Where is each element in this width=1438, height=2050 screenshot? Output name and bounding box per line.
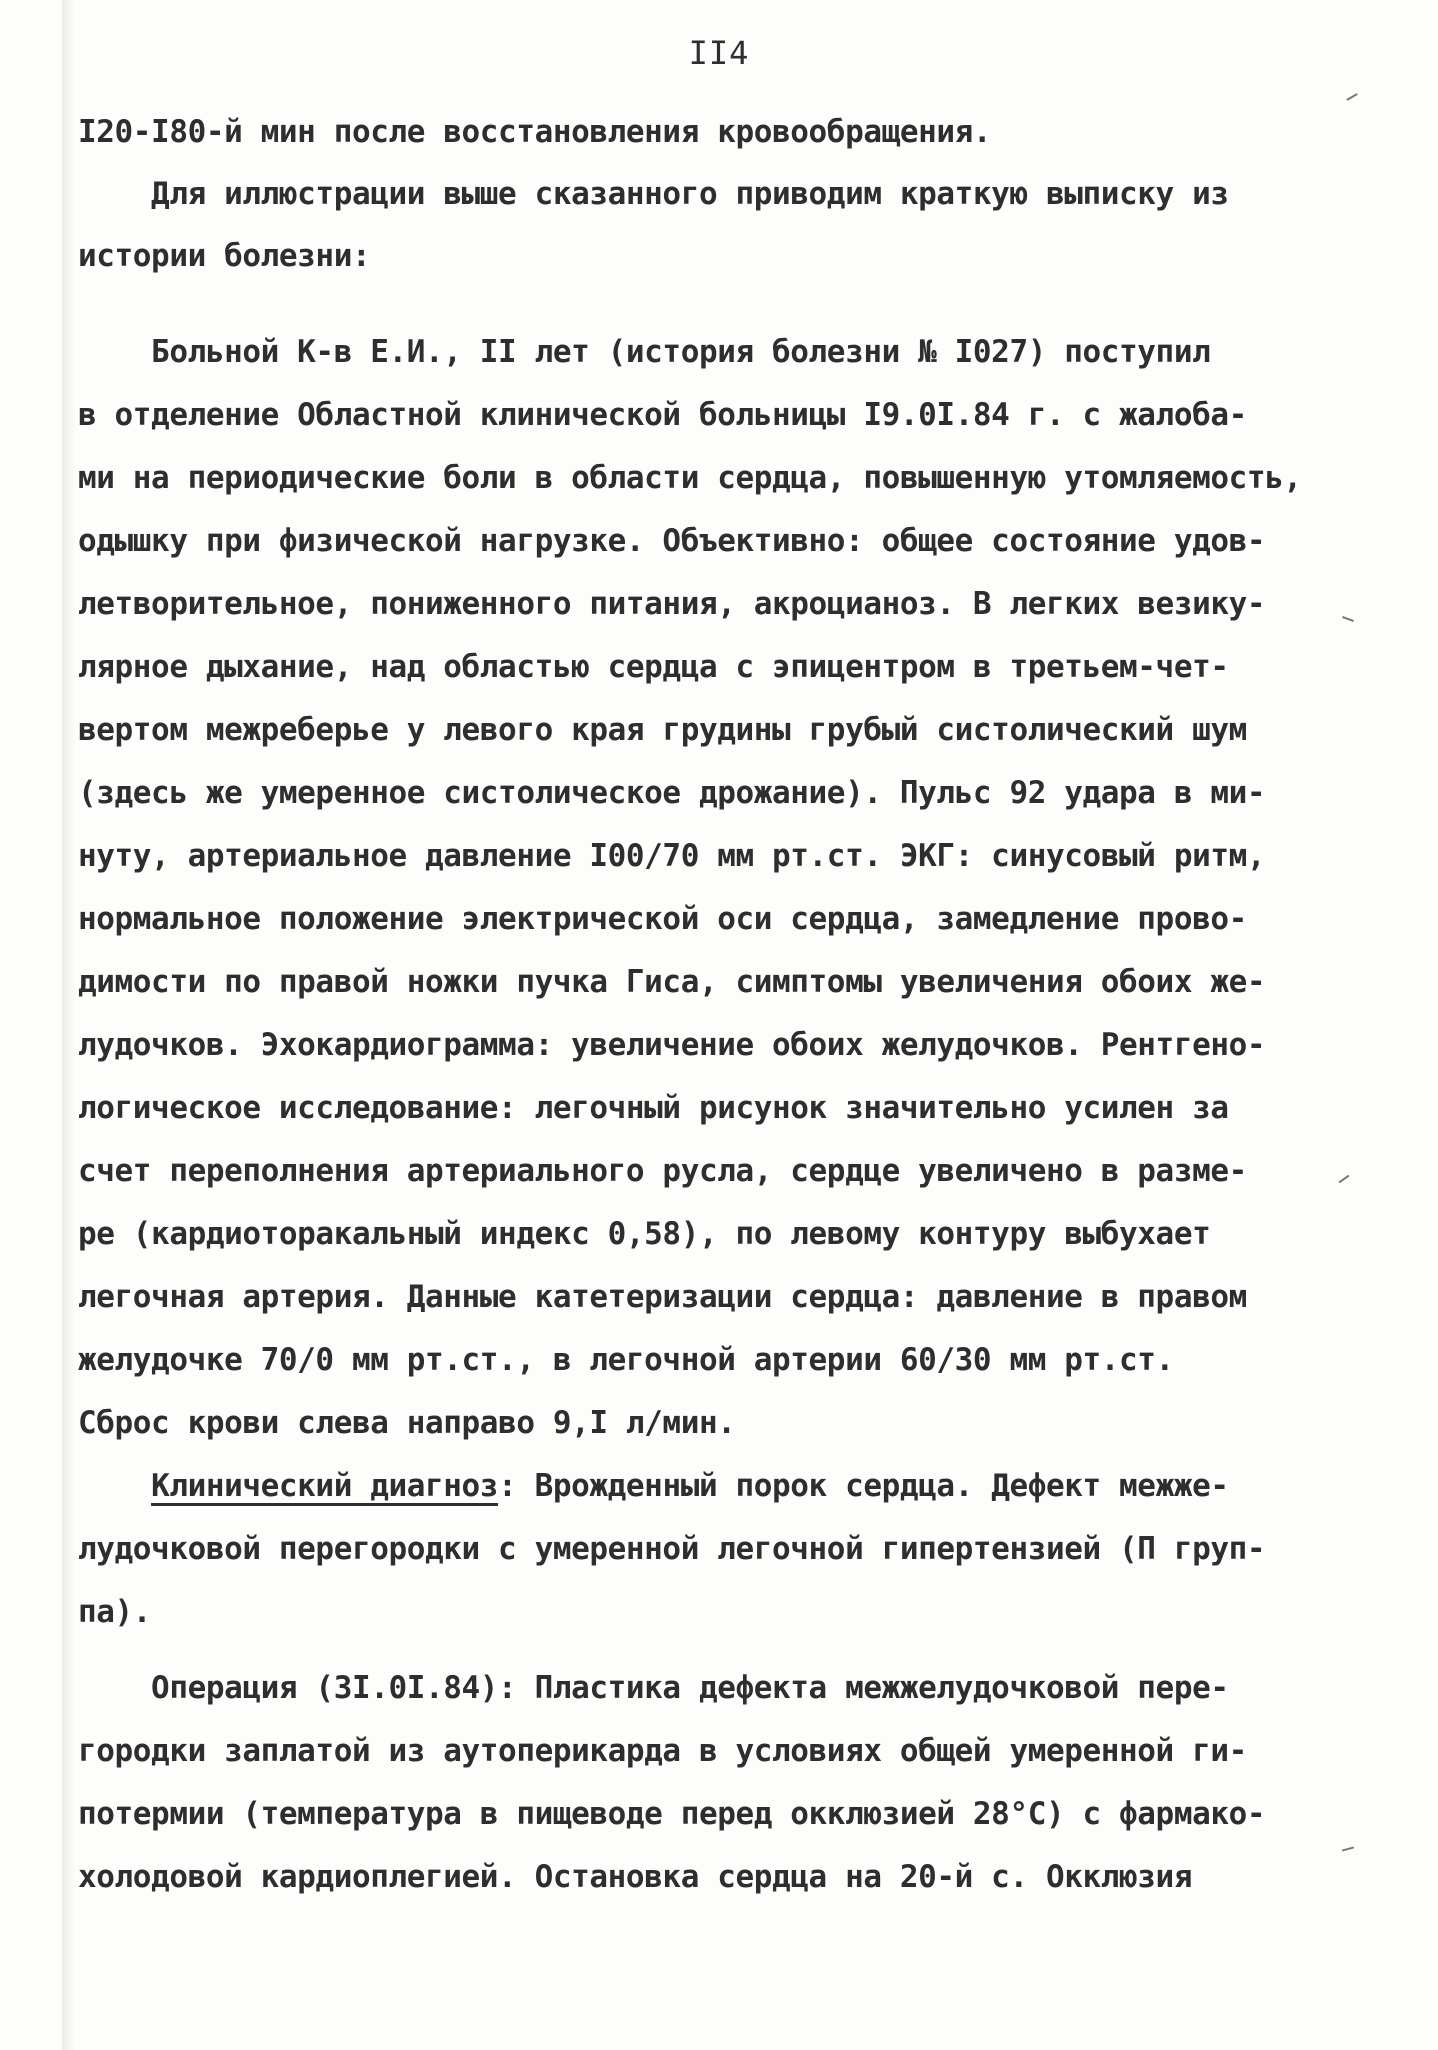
- text-line: Для иллюстрации выше сказанного приводим краткую выписку из: [78, 176, 1229, 212]
- text-line: летворительное, пониженного питания, акроцианоз. В легких везику-: [78, 586, 1266, 622]
- diagnosis-line: [78, 1466, 1229, 1506]
- text-line: Операция (3I.0I.84): Пластика дефекта межжелудочковой пере-: [78, 1670, 1229, 1706]
- text-line: димости по правой ножки пучка Гиса, симптомы увеличения обоих же-: [78, 964, 1266, 1000]
- text-line: счет переполнения артериального русла, сердце увеличено в разме-: [78, 1153, 1247, 1189]
- margin-mark: [1342, 616, 1354, 622]
- text-line: холодовой кардиоплегией. Остановка сердца на 20-й с. Окклюзия: [78, 1859, 1193, 1895]
- text-line: потермии (температура в пищеводе перед окклюзией 28°С) с фармако-: [78, 1796, 1266, 1832]
- text-line: ми на периодические боли в области сердца, повышенную утомляемость,: [78, 460, 1302, 496]
- text-line: желудочке 70/0 мм рт.ст., в легочной артерии 60/30 мм рт.ст.: [78, 1342, 1174, 1378]
- text-line: Больной К-в Е.И., II лет (история болезни № I027) поступил: [78, 334, 1211, 370]
- text-line: Сброс крови слева направо 9,I л/мин.: [78, 1405, 736, 1441]
- page-number: II4: [688, 34, 750, 72]
- text-line: логическое исследование: легочный рисунок значительно усилен за: [78, 1090, 1229, 1126]
- diagnosis-text: : Врожденный порок сердца. Дефект межже-: [498, 1468, 1229, 1504]
- margin-mark: [1342, 1846, 1354, 1851]
- text-line: I20-I80-й мин после восстановления кровообращения.: [78, 114, 992, 150]
- scan-edge-shadow: [62, 0, 76, 2050]
- text-line: вертом межреберье у левого края грудины грубый систолический шум: [78, 712, 1247, 748]
- text-line: легочная артерия. Данные катетеризации сердца: давление в правом: [78, 1279, 1247, 1315]
- diagnosis-label: Клинический диагноз: [151, 1468, 499, 1504]
- text-line: па).: [78, 1594, 152, 1630]
- text-line: (здесь же умеренное систолическое дрожание). Пульс 92 удара в ми-: [78, 775, 1266, 811]
- margin-mark: [1346, 93, 1357, 101]
- text-line: истории болезни:: [78, 238, 371, 274]
- text-line: лярное дыхание, над областью сердца с эпицентром в третьем-чет-: [78, 649, 1229, 685]
- margin-mark: [1339, 1175, 1350, 1184]
- text-line: в отделение Областной клинической больницы I9.0I.84 г. с жалоба-: [78, 397, 1247, 433]
- text-line: нормальное положение электрической оси сердца, замедление прово-: [78, 901, 1247, 937]
- text-line: лудочковой перегородки с умеренной легочной гипертензией (П груп-: [78, 1531, 1266, 1567]
- text-line: одышку при физической нагрузке. Объективно: общее состояние удов-: [78, 523, 1266, 559]
- text-line: городки заплатой из аутоперикарда в условиях общей умеренной ги-: [78, 1733, 1247, 1769]
- text-line: лудочков. Эхокардиограмма: увеличение обоих желудочков. Рентгено-: [78, 1027, 1266, 1063]
- text-line: ре (кардиоторакальный индекс 0,58), по левому контуру выбухает: [78, 1216, 1211, 1252]
- text-line: нуту, артериальное давление I00/70 мм рт.ст. ЭКГ: синусовый ритм,: [78, 838, 1266, 874]
